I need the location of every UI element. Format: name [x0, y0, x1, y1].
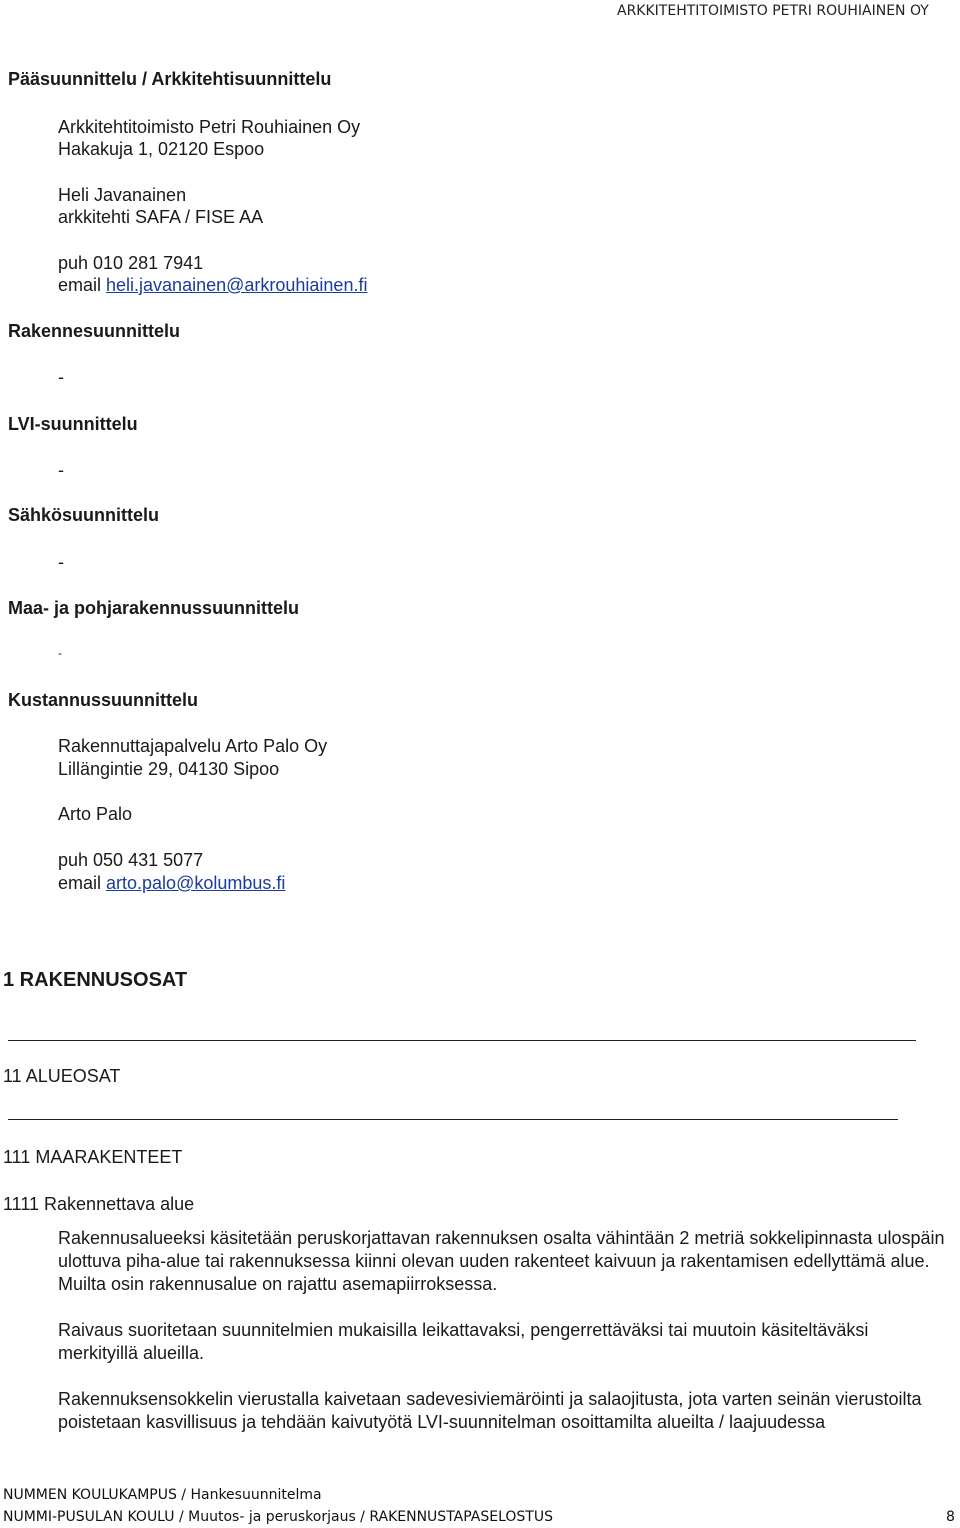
electrical-design-title: Sähkösuunnittelu — [8, 505, 160, 525]
footer-page-number: 8 — [946, 1509, 955, 1525]
main-design-title: Pääsuunnittelu / Arkkitehtisuunnittelu — [8, 69, 332, 89]
footer-document: NUMMI-PUSULAN KOULU / Muutos- ja peruskorjaus / RAKENNUSTAPASELOSTUS — [3, 1509, 553, 1525]
cost-email-link[interactable]: arto.palo@kolumbus.fi — [106, 873, 286, 893]
structural-design-value: - — [58, 367, 64, 387]
architect-address: Hakakuja 1, 02120 Espoo — [58, 139, 265, 159]
architect-email-link[interactable]: heli.javanainen@arkrouhiainen.fi — [106, 275, 368, 295]
section-heading-11: 11 ALUEOSAT — [3, 1066, 121, 1086]
cost-person: Arto Palo — [58, 804, 133, 824]
section-heading-1111: 1111 Rakennettava alue — [3, 1194, 195, 1214]
cost-email-label: email — [58, 873, 107, 893]
architect-email-row — [58, 274, 367, 296]
paragraph-construction-area: Rakennusalueeksi käsitetään peruskorjattavan rakennuksen osalta vähintään 2 metriä sokkelipinnasta ulospäin ulottuva piha-alue tai rakennuksessa kiinni olevan uuden rakenteet kaivuun ja rakentamisen edellyttämä alue. Muilta osin rakennusalue on rajattu asemapiirroksessa. — [58, 1228, 945, 1294]
cost-email-row — [58, 872, 285, 894]
architect-company: Arkkitehtitoimisto Petri Rouhiainen Oy — [58, 117, 361, 137]
paragraph-clearing: Raivaus suoritetaan suunnitelmien mukaisilla leikattavaksi, pengerrettäväksi tai muutoin käsiteltäväksi merkityillä alueilla. — [58, 1320, 869, 1363]
architect-phone: puh 010 281 7941 — [58, 253, 204, 273]
hvac-design-value: - — [58, 460, 64, 480]
geo-design-title: Maa- ja pohjarakennussuunnittelu — [8, 598, 300, 618]
hvac-design-title: LVI-suunnittelu — [8, 414, 138, 434]
cost-design-title: Kustannussuunnittelu — [8, 690, 198, 710]
page-header-company: ARKKITEHTITOIMISTO PETRI ROUHIAINEN OY — [617, 3, 929, 19]
structural-design-title: Rakennesuunnittelu — [8, 321, 181, 341]
electrical-design-value: - — [58, 552, 64, 572]
paragraph-drainage: Rakennuksensokkelin vierustalla kaivetaan sadevesiviemäröinti ja salaojitusta, jota varten seinän vierustoilta poistetaan kasvillisuus ja tehdään kaivutyötä LVI-suunnitelman osoittamilta alueilta / laajuudessa — [58, 1389, 922, 1432]
architect-person: Heli Javanainen — [58, 185, 187, 205]
cost-phone: puh 050 431 5077 — [58, 850, 204, 870]
cost-address: Lillängintie 29, 04130 Sipoo — [58, 759, 280, 779]
architect-email-label: email — [58, 275, 107, 295]
cost-company: Rakennuttajapalvelu Arto Palo Oy — [58, 736, 328, 756]
geo-design-value: - — [58, 646, 62, 660]
section-heading-111: 111 MAARAKENTEET — [3, 1147, 183, 1167]
architect-role: arkkitehti SAFA / FISE AA — [58, 207, 264, 227]
section-divider-11 — [8, 1119, 898, 1120]
section-divider-1 — [8, 1040, 916, 1041]
section-heading-1: 1 RAKENNUSOSAT — [3, 969, 188, 991]
footer-project: NUMMEN KOULUKAMPUS / Hankesuunnitelma — [3, 1487, 322, 1503]
